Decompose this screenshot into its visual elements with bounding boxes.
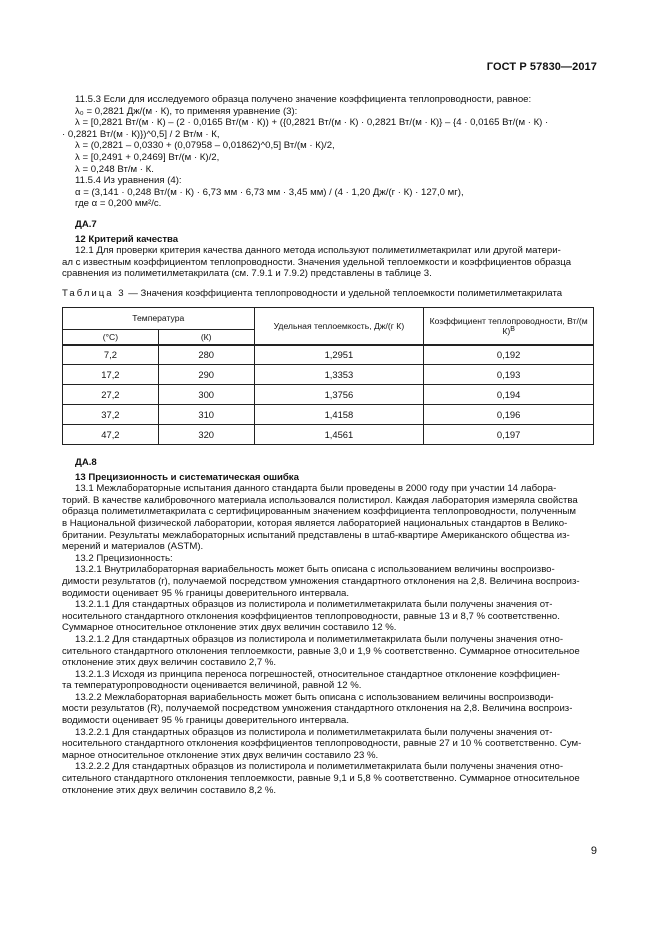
- table-cell: 0,193: [424, 365, 594, 385]
- table-caption: [62, 288, 594, 300]
- table-cell: 37,2: [63, 405, 159, 425]
- table-cell: 0,194: [424, 385, 594, 405]
- paragraph-line: носительного стандартного отклонения коэффициентов теплопроводности, равные 13 и 8,7 % соответственно.: [62, 610, 560, 622]
- table-cell: 1,3756: [254, 385, 424, 405]
- paragraph-line: водимости оценивает 95 % границы доверительного интервала.: [62, 587, 350, 599]
- table-cell: 27,2: [63, 385, 159, 405]
- column-header-heat-capacity: Удельная теплоемкость, Дж/(г К): [254, 307, 424, 345]
- paragraph-line: британии. Результаты межлабораторных испытаний представлены в штаб-квартире Американского общества из-: [62, 529, 570, 541]
- table-cell: 300: [158, 385, 254, 405]
- table-cell: 1,4158: [254, 405, 424, 425]
- paragraph-line: носительного стандартного отклонения коэффициентов теплопроводности, равные 27 и 10 % соответственно. Сум-: [62, 738, 582, 750]
- section-title-da8: ДА.8: [75, 457, 97, 468]
- table-caption-text: — Значения коэффициента теплопроводности и удельной теплоемкости полиметилметакрилата: [125, 287, 563, 299]
- paragraph-line: 13.2.2 Межлабораторная вариабельность может быть описана с использованием величины воспроизводи-: [75, 691, 554, 703]
- paragraph-line: образца полиметилметакрилата с сертифицированным значением коэффициента теплопроводности, полученным: [62, 506, 576, 518]
- table-cell: 290: [158, 365, 254, 385]
- paragraph-line: та температуропроводности оценивается величиной, равной 12 %.: [62, 680, 362, 692]
- table-cell: 0,197: [424, 425, 594, 445]
- paragraph-line: λ = 0,248 Вт/м · К.: [75, 163, 154, 175]
- table-cell: 1,4561: [254, 425, 424, 445]
- table-row: [63, 405, 594, 425]
- table-cell: 280: [158, 345, 254, 365]
- paragraph-line: 13.2.1 Внутрилабораторная вариабельность может быть описана с использованием величины воспроизво-: [75, 564, 555, 576]
- paragraph-line: 13.2 Прецизионность:: [75, 552, 173, 564]
- data-table: [62, 307, 594, 446]
- table-row: [63, 345, 594, 365]
- paragraph-line: α = (3,141 · 0,248 Вт/(м · К) · 6,73 мм · 6,73 мм · 3,45 мм) / (4 · 1,20 Дж/(г · К) · 127,0 мг),: [75, 186, 464, 198]
- page-number: 9: [590, 845, 597, 857]
- section-title-da7: ДА.7: [75, 218, 97, 230]
- paragraph-line: мости результатов (R), получаемой посредством умножения стандартного отклонения на 2,8. Величина воспроиз-: [62, 703, 573, 715]
- table-cell: 17,2: [63, 365, 159, 385]
- table-cell: 0,192: [424, 345, 594, 365]
- table-row: [63, 425, 594, 445]
- paragraph-line: мерений и материалов (ASTM).: [62, 541, 204, 553]
- paragraph-block: [62, 483, 594, 796]
- table-cell: 310: [158, 405, 254, 425]
- paragraph-line: λ = [0,2821 Вт/(м · К) – (2 · 0,0165 Вт/(м · К)) + ({0,2821 Вт/(м · К) · 0,2821 Вт/(м · К)} – {4 · 0,0165 Вт/(м · К) ·: [75, 117, 549, 129]
- paragraph-line: 11.5.4 Из уравнения (4):: [75, 175, 182, 187]
- paragraph-line: λ = [0,2491 + 0,2469] Вт/(м · К)/2,: [75, 151, 220, 163]
- column-header-kelvin: (К): [158, 329, 254, 345]
- table-row: [63, 365, 594, 385]
- table-row: [63, 385, 594, 405]
- paragraph-line: 13.2.1.2 Для стандартных образцов из полистирола и полиметилметакрилата были получены значения отно-: [75, 633, 564, 645]
- paragraph-line: торий. В качестве калибровочного материала использовался полистирол. Каждая лаборатория измеряла свойства: [62, 494, 578, 506]
- paragraph-line: 12.1 Для проверки критерия качества данного метода используют полиметилметакрилат или другой матери-: [75, 245, 561, 257]
- table-caption-prefix: Таблица 3: [62, 287, 126, 299]
- table-cell: 320: [158, 425, 254, 445]
- paragraph-line: 13.2.1.3 Исходя из принципа переноса погрешностей, относительное стандартное отклонение коэффициен-: [75, 668, 560, 680]
- paragraph-line: 13.2.1.1 Для стандартных образцов из полистирола и полиметилметакрилата были получены значения от-: [75, 599, 553, 611]
- paragraph-line: 13.2.2.2 Для стандартных образцов из полистирола и полиметилметакрилата были получены значения отно-: [75, 761, 564, 773]
- table-cell: 1,3353: [254, 365, 424, 385]
- table-cell: 47,2: [63, 425, 159, 445]
- paragraph-line: в Национальной физической лаборатории, которая является лабораторией национальных стандартов в Велико-: [62, 517, 568, 529]
- paragraph-line: отклонение этих двух величин составило 8,2 %.: [62, 784, 277, 796]
- column-header-temperature: Температура: [63, 307, 255, 329]
- paragraph-line: 13.1 Межлабораторные испытания данного стандарта были проведены в 2000 году при участии 14 лабора-: [75, 483, 557, 495]
- paragraph-line: отклонение этих двух величин составило 2,7 %.: [62, 657, 277, 669]
- paragraph-line: λ = (0,2821 – 0,0330 + (0,07958 – 0,01862)^0,5] Вт/(м · К)/2,: [75, 140, 335, 152]
- table-cell: 0,196: [424, 405, 594, 425]
- document-id: ГОСТ Р 57830—2017: [486, 61, 597, 73]
- section-heading-12: 12 Критерий качества: [75, 233, 179, 245]
- paragraph-line: водимости оценивает 95 % границы доверительного интервала.: [62, 715, 350, 727]
- paragraph-line: λ₀ = 0,2821 Дж/(м · К), то применяя уравнение (3):: [75, 105, 298, 117]
- section-heading-13: 13 Прецизионность и систематическая ошибка: [75, 471, 299, 483]
- paragraph-line: сительного стандартного отклонения теплоемкости, равные 3,0 и 1,9 % соответственно. Суммарное относительное: [62, 645, 580, 657]
- paragraph-line: · 0,2821 Вт/(м · К)})^0,5] / 2 Вт/м · К,: [62, 128, 220, 140]
- table-body: [63, 345, 594, 445]
- paragraph-line: 13.2.2.1 Для стандартных образцов из полистирола и полиметилметакрилата были получены значения от-: [75, 726, 553, 738]
- calculation-block: [62, 94, 594, 210]
- paragraph-line: Суммарное относительное отклонение этих двух величин составило 12 %.: [62, 622, 397, 634]
- paragraph-line: ал с известным коэффициентом теплопроводности. Значения удельной теплоемкости и коэффициентов образца: [62, 256, 572, 268]
- column-header-celsius: (°С): [63, 329, 159, 345]
- paragraph-line: 11.5.3 Если для исследуемого образца получено значение коэффициента теплопроводности, равное:: [75, 94, 532, 105]
- table-cell: 1,2951: [254, 345, 424, 365]
- paragraph-line: марное относительное отклонение этих двух величин составило 23 %.: [62, 749, 379, 761]
- paragraph-line: сравнения из полиметилметакрилата (см. 7.9.1 и 7.9.2) представлены в таблице 3.: [62, 268, 432, 280]
- paragraph-line: где α = 0,200 мм²/с.: [75, 198, 162, 210]
- paragraph-line: сительного стандартного отклонения теплоемкости, равные 9,1 и 5,8 % соответственно. Суммарное относительное: [62, 773, 580, 785]
- paragraph-line: димости результатов (r), получаемой посредством умножения стандартного отклонения на 2,8. Величина воспроиз-: [62, 575, 580, 587]
- page-body: [62, 94, 594, 796]
- table-cell: 7,2: [63, 345, 159, 365]
- column-header-conductivity: Коэффициент теплопроводности, Вт/(м К)$^В$: [424, 307, 594, 345]
